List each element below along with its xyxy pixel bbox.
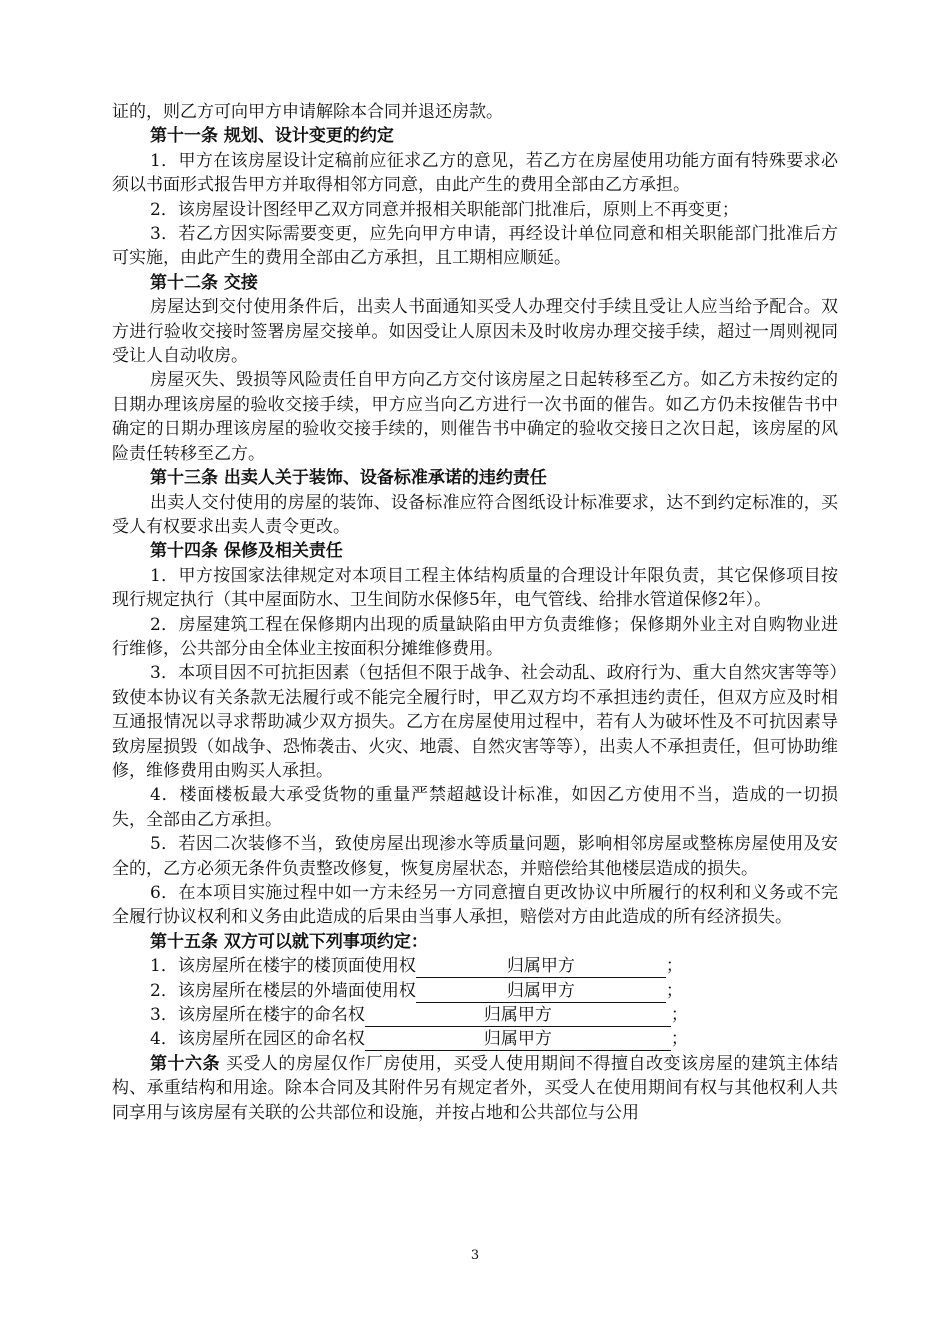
- article-14-clause-6: 6．在本项目实施过程中如一方未经另一方同意擅自更改协议中所履行的权利和义务或不完全履行协议权利和义务由此造成的后果由当事人承担，赔偿对方由此造成的所有经济损失。: [112, 883, 838, 928]
- document-page: [112, 100, 838, 1125]
- agreement-item-3: [112, 1003, 838, 1027]
- agreement-label: 4．该房屋所在园区的命名权: [150, 1029, 365, 1050]
- agreement-fill-blank: 归属甲方: [416, 955, 666, 978]
- article-13-heading: 第十三条 出卖人关于装饰、设备标准承诺的违约责任: [150, 468, 547, 489]
- agreement-label: 2．该房屋所在楼层的外墙面使用权: [150, 980, 416, 1001]
- article-12-para-1: 房屋达到交付使用条件后，出卖人书面通知买受人办理交付手续且受让人应当给予配合。双方进行验收交接时签署房屋交接单。如因受让人原因未及时收房办理交接手续，超过一周则视同受让人自动收房。: [112, 297, 838, 367]
- agreement-item-1: [112, 954, 838, 978]
- article-11-clause-1: 1．甲方在该房屋设计定稿前应征求乙方的意见，若乙方在房屋使用功能方面有特殊要求必须以书面形式报告甲方并取得相邻方同意，由此产生的费用全部由乙方承担。: [112, 150, 838, 196]
- agreement-end-mark: ；: [665, 956, 683, 977]
- article-13-para-1: 出卖人交付使用的房屋的装饰、设备标准应符合图纸设计标准要求，达不到约定标准的，买受人有权要求出卖人责令更改。: [112, 492, 838, 537]
- agreement-fill-blank: 归属甲方: [365, 1028, 671, 1051]
- agreement-item-2: [112, 979, 838, 1003]
- article-16-heading: 第十六条: [150, 1053, 221, 1074]
- agreement-end-mark: ；: [665, 980, 683, 1001]
- agreement-fill-blank: 归属甲方: [416, 980, 666, 1003]
- agreement-label: 1．该房屋所在楼宇的楼顶面使用权: [150, 956, 416, 977]
- agreement-fill-blank: 归属甲方: [365, 1004, 671, 1027]
- article-14-clause-1: 1．甲方按国家法律规定对本项目工程主体结构质量的合理设计年限负责，其它保修项目按现行规定执行（其中屋面防水、卫生间防水保修5年，电气管线、给排水管道保修2年）。: [112, 565, 838, 611]
- article-12-para-2: 房屋灭失、毁损等风险责任自甲方向乙方交付该房屋之日起转移至乙方。如乙方未按约定的日期办理该房屋的验收交接手续，甲方应当向乙方进行一次书面的催告。如乙方仍未按催告书中确定的日期办理该房屋的验收交接手续的，则催告书中确定的验收交接日之次日起，该房屋的风险责任转移至乙方。: [112, 370, 838, 464]
- article-16-text: 买受人的房屋仅作厂房使用，买受人使用期间不得擅自改变该房屋的建筑主体结构、承重结构和用途。除本合同及其附件另有规定者外，买受人在使用期间有权与其他权利人共同享用与该房屋有关联的公共部位和设施，并按占地和公共部位与公用: [112, 1053, 839, 1123]
- article-14-clause-4: 4．楼面楼板最大承受货物的重量严禁超越设计标准，如因乙方使用不当，造成的一切损失，全部由乙方承担。: [112, 785, 838, 830]
- article-11-clause-3: 3．若乙方因实际需要变更，应先向甲方申请，再经设计单位同意和相关职能部门批准后方可实施，由此产生的费用全部由乙方承担，且工期相应顺延。: [112, 224, 838, 269]
- page-number: 3: [470, 1248, 480, 1263]
- article-14-clause-2: 2．房屋建筑工程在保修期内出现的质量缺陷由甲方负责维修；保修期外业主对自购物业进行维修，公共部分由全体业主按面积分摊维修费用。: [112, 614, 838, 659]
- article-11-clause-2: 2．该房屋设计图经甲乙双方同意并报相关职能部门批准后，原则上不再变更；: [150, 199, 739, 220]
- article-15-heading: 第十五条 双方可以就下列事项约定：: [150, 931, 428, 952]
- agreement-item-4: [112, 1027, 838, 1051]
- article-11-heading: 第十一条 规划、设计变更的约定: [150, 126, 394, 147]
- agreement-end-mark: ；: [670, 1029, 688, 1050]
- agreement-label: 3．该房屋所在楼宇的命名权: [150, 1005, 365, 1026]
- article-14-heading: 第十四条 保修及相关责任: [150, 541, 343, 562]
- article-12-heading: 第十二条 交接: [150, 272, 258, 293]
- article-16-paragraph: [112, 1052, 838, 1125]
- article-14-clause-3: 3．本项目因不可抗拒因素（包括但不限于战争、社会动乱、政府行为、重大自然灾害等等）致使本协议有关条款无法履行或不能完全履行时，甲乙双方均不承担违约责任，但双方应及时相互通报情况以寻求帮助减少双方损失。乙方在房屋使用过程中，若有人为破坏性及不可抗因素导致房屋损毁（如战争、恐怖袭击、火灾、地震、自然灾害等等），出卖人不承担责任，但可协助维修，维修费用由购买人承担。: [112, 663, 838, 781]
- agreement-end-mark: ；: [670, 1005, 688, 1026]
- article-14-clause-5: 5．若因二次装修不当，致使房屋出现渗水等质量问题，影响相邻房屋或整栋房屋使用及安全的，乙方必须无条件负责整改修复，恢复房屋状态，并赔偿给其他楼层造成的损失。: [112, 834, 838, 879]
- paragraph-continuation: 证的，则乙方可向甲方申请解除本合同并退还房款。: [112, 102, 503, 122]
